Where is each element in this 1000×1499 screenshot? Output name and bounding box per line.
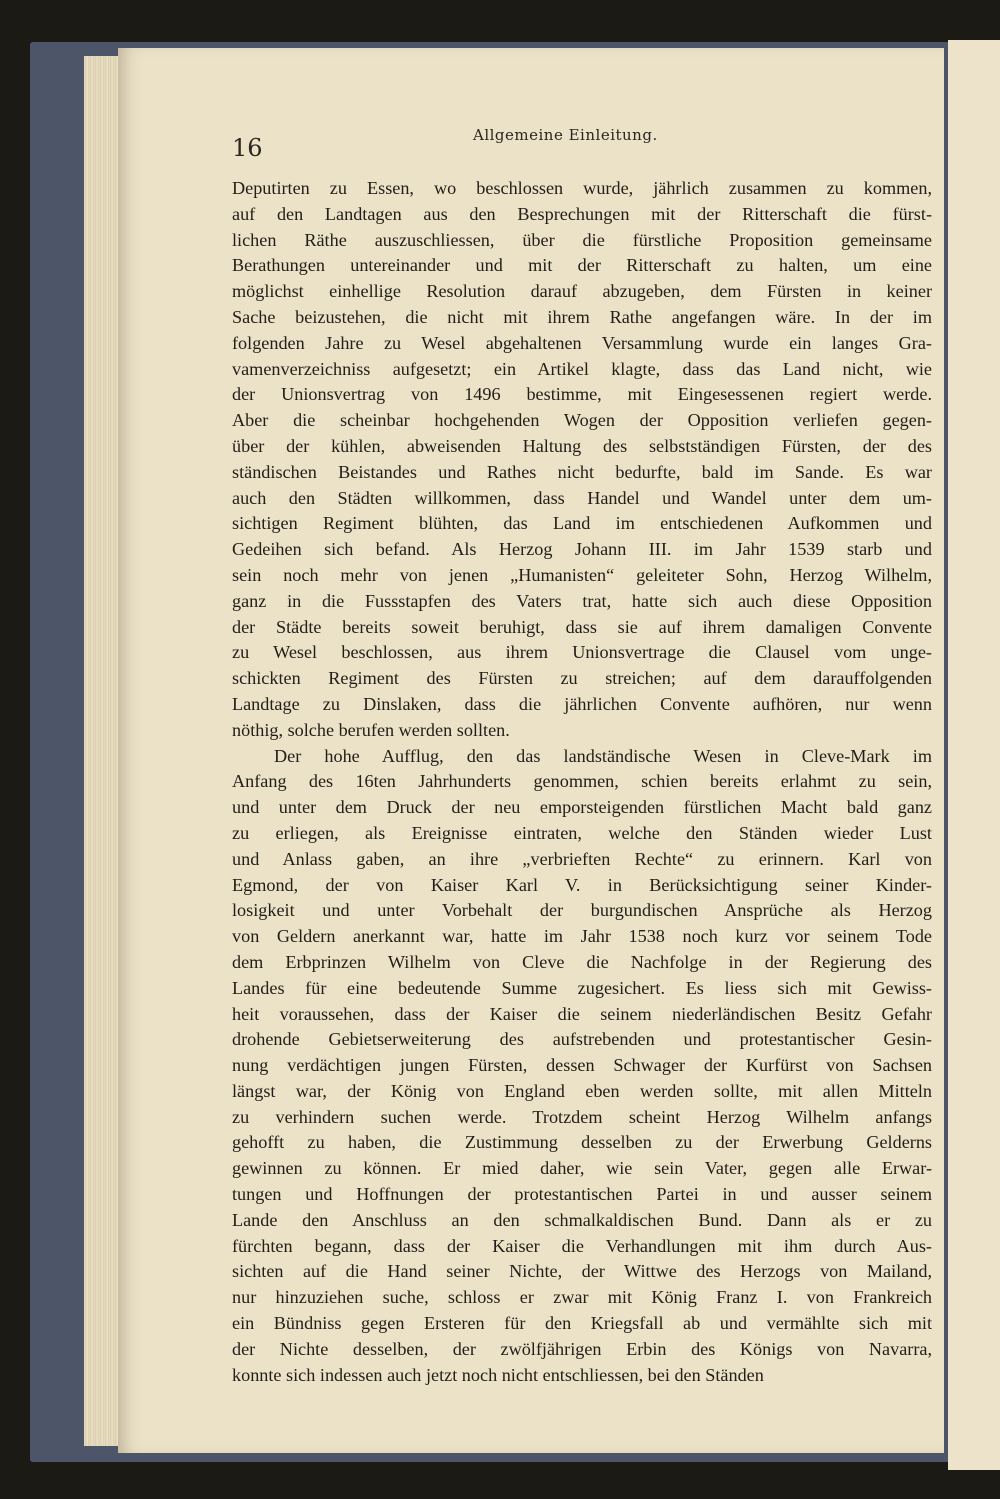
text-line: zu Wesel beschlossen, aus ihrem Unionsvertrage die Clausel vom unge- xyxy=(232,642,932,663)
text-line: sichtigen Regiment blühten, das Land im entschiedenen Aufkommen und xyxy=(232,513,932,534)
running-header-title: Allgemeine Einleitung. xyxy=(473,126,658,144)
text-line: der Nichte desselben, der zwölfjährigen Erbin des Königs von Navarra, xyxy=(232,1338,932,1359)
text-line: Sache beizustehen, die nicht mit ihrem Rathe angefangen wäre. In der im xyxy=(232,306,932,327)
text-line: nur hinzuziehen suche, schloss er zwar mit König Franz I. von Frankreich xyxy=(232,1287,932,1308)
text-line: lichen Räthe auszuschliessen, über die fürstliche Proposition gemeinsame xyxy=(232,229,932,250)
text-line: der Städte bereits soweit beruhigt, dass sie auf ihrem damaligen Convente xyxy=(232,616,932,637)
text-line: nung verdächtigen jungen Fürsten, dessen Schwager der Kurfürst von Sachsen xyxy=(232,1055,932,1076)
text-line: auch den Städten willkommen, dass Handel und Wandel unter dem um- xyxy=(232,487,932,508)
text-line: Egmond, der von Kaiser Karl V. in Berücksichtigung seiner Kinder- xyxy=(232,874,932,895)
page-number: 16 xyxy=(232,134,263,162)
text-line: Lande den Anschluss an den schmalkaldischen Bund. Dann als er zu xyxy=(232,1209,932,1230)
text-line: tungen und Hoffnungen der protestantischen Partei in und ausser seinem xyxy=(232,1184,932,1205)
text-line: nöthig, solche berufen werden sollten. xyxy=(232,719,510,740)
text-line: Berathungen untereinander und mit der Ritterschaft zu halten, um eine xyxy=(232,255,932,276)
text-line: heit voraussehen, dass der Kaiser die seinem niederländischen Besitz Gefahr xyxy=(232,1003,932,1024)
text-line: zu verhindern suchen werde. Trotzdem scheint Herzog Wilhelm anfangs xyxy=(232,1106,932,1127)
text-line: längst war, der König von England eben werden sollte, mit allen Mitteln xyxy=(232,1080,932,1101)
text-line: losigkeit und unter Vorbehalt der burgundischen Ansprüche als Herzog xyxy=(232,900,932,921)
text-line: gewinnen zu können. Er mied daher, wie sein Vater, gegen alle Erwar- xyxy=(232,1158,932,1179)
book-page xyxy=(118,48,944,1453)
text-line: fürchten begann, dass der Kaiser die Verhandlungen mit ihm durch Aus- xyxy=(232,1235,932,1256)
text-line: konnte sich indessen auch jetzt noch nicht entschliessen, bei den Ständen xyxy=(232,1364,764,1385)
body-text xyxy=(232,176,932,1388)
text-line: zu erliegen, als Ereignisse eintraten, welche den Ständen wieder Lust xyxy=(232,822,932,843)
text-line: ganz in die Fussstapfen des Vaters trat, hatte sich auch diese Opposition xyxy=(232,590,932,611)
text-line: dem Erbprinzen Wilhelm von Cleve die Nachfolge in der Regierung des xyxy=(232,951,932,972)
text-line: Deputirten zu Essen, wo beschlossen wurde, jährlich zusammen zu kommen, xyxy=(232,178,932,198)
text-line: Aber die scheinbar hochgehenden Wogen der Opposition verliefen gegen- xyxy=(232,410,932,431)
text-line: Landtage zu Dinslaken, dass die jährlichen Convente aufhören, nur wenn xyxy=(232,693,932,714)
text-line: Anfang des 16ten Jahrhunderts genommen, schien bereits erlahmt zu sein, xyxy=(232,771,932,792)
text-line: vamenverzeichniss aufgesetzt; ein Artikel klagte, dass das Land nicht, wie xyxy=(232,358,932,379)
text-line: möglichst einhellige Resolution darauf abzugeben, dem Fürsten in keiner xyxy=(232,281,932,302)
text-line: drohende Gebietserweiterung des aufstrebenden und protestantischer Gesin- xyxy=(232,1029,932,1050)
text-line: der Unionsvertrag von 1496 bestimme, mit Eingesessenen regiert werde. xyxy=(232,384,932,405)
text-line: ein Bündniss gegen Ersteren für den Kriegsfall ab und vermählte sich mit xyxy=(232,1313,932,1334)
text-line: folgenden Jahre zu Wesel abgehaltenen Versammlung wurde ein langes Gra- xyxy=(232,332,932,353)
text-line: Der hohe Aufflug, den das landständische Wesen in Cleve-Mark im xyxy=(274,745,932,766)
running-head xyxy=(118,126,944,166)
text-line: Landes für eine bedeutende Summe zugesichert. Es liess sich mit Gewiss- xyxy=(232,977,932,998)
text-line: über der kühlen, abweisenden Haltung des selbstständigen Fürsten, der des xyxy=(232,435,932,456)
text-line: von Geldern anerkannt war, hatte im Jahr 1538 noch kurz vor seinem Tode xyxy=(232,926,932,947)
text-line: und unter dem Druck der neu emporsteigenden fürstlichen Macht bald ganz xyxy=(232,797,932,818)
text-line: sein noch mehr von jenen „Humanisten“ geleiteter Sohn, Herzog Wilhelm, xyxy=(232,564,932,585)
text-line: ständischen Beistandes und Rathes nicht bedurfte, bald im Sande. Es war xyxy=(232,461,932,482)
text-line: auf den Landtagen aus den Besprechungen mit der Ritterschaft die fürst- xyxy=(232,203,932,224)
text-line: und Anlass gaben, an ihre „verbrieften Rechte“ zu erinnern. Karl von xyxy=(232,848,932,869)
text-line: Gedeihen sich befand. Als Herzog Johann III. im Jahr 1539 starb und xyxy=(232,539,932,560)
text-line: schickten Regiment des Fürsten zu streichen; auf dem darauffolgenden xyxy=(232,668,932,689)
text-line: sichten auf die Hand seiner Nichte, der Wittwe des Herzogs von Mailand, xyxy=(232,1261,932,1282)
facing-page-edge xyxy=(948,40,1000,1470)
text-line: gehofft zu haben, die Zustimmung desselben zu der Erwerbung Gelderns xyxy=(232,1132,932,1153)
